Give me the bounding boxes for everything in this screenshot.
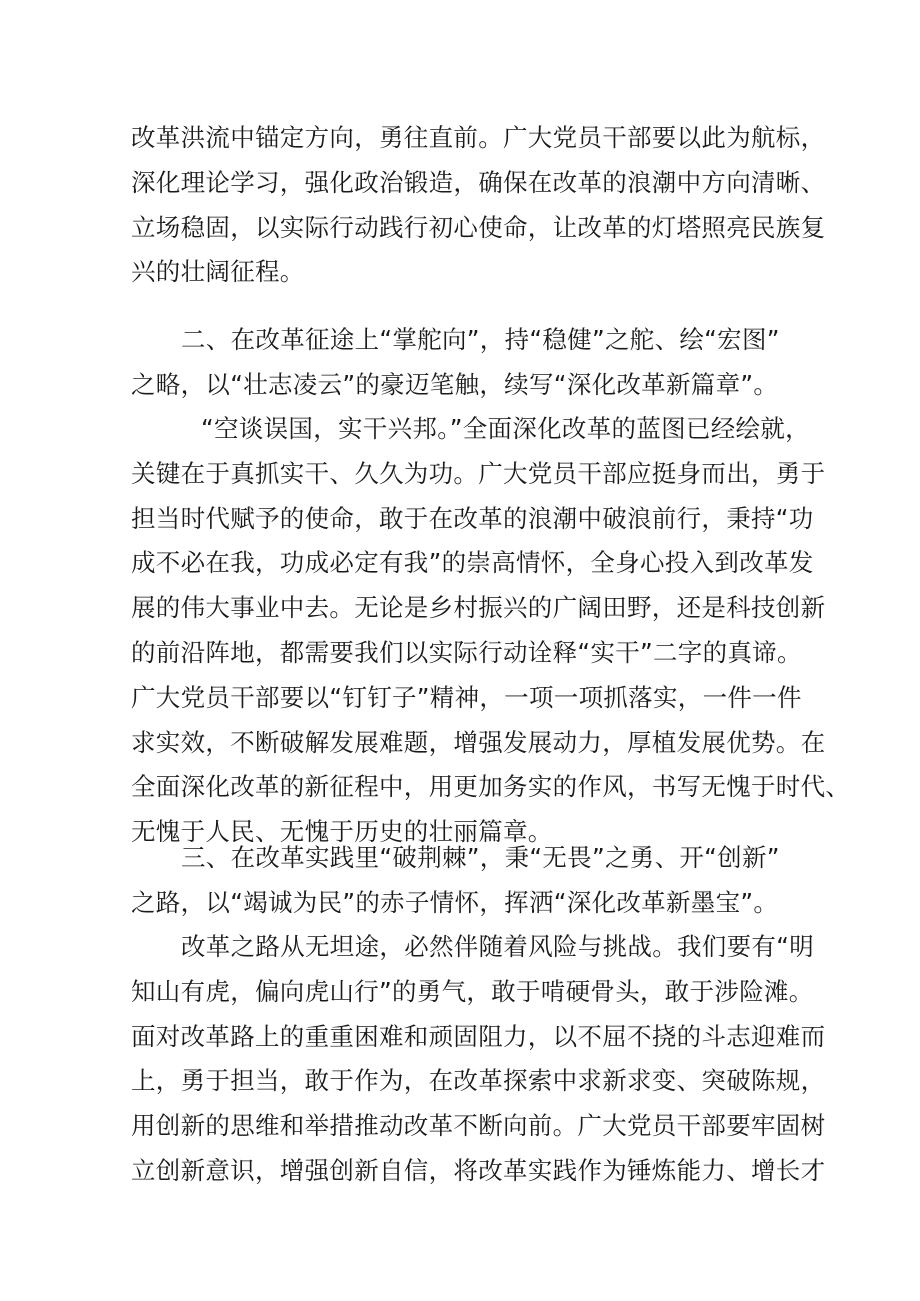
- heading-line: 之略，以“壮志凌云”的豪迈笔触，续写“深化改革新篇章”。: [131, 369, 779, 399]
- section-heading-3: [131, 836, 811, 926]
- paragraph-line: 立场稳固，以实际行动践行初心使命，让改革的灯塔照亮民族复: [131, 212, 826, 242]
- paragraph-3: [131, 925, 826, 1194]
- paragraph-line: 展的伟大事业中去。无论是乡村振兴的广阔田野，还是科技创新: [131, 593, 826, 623]
- paragraph-line: 无愧于人民、无愧于历史的壮丽篇章。: [131, 817, 553, 847]
- paragraph-line: 求实效，不断破解发展难题，增强发展动力，厚植发展优势。在: [131, 727, 826, 757]
- paragraph-line: 关键在于真抓实干、久久为功。广大党员干部应挺身而出，勇于: [131, 458, 826, 488]
- paragraph-line: 知山有虎，偏向虎山行”的勇气，敢于啃硬骨头，敢于涉险滩。: [131, 976, 814, 1006]
- paragraph-line: 立创新意识，增强创新自信，将改革实践作为锤炼能力、增长才: [131, 1155, 826, 1185]
- paragraph-line: 改革洪流中锚定方向，勇往直前。广大党员干部要以此为航标，: [131, 123, 826, 152]
- heading-line: 二、在改革征途上“掌舵向”，持“稳健”之舵、绘“宏图”: [181, 325, 780, 354]
- paragraph-1: [131, 116, 826, 295]
- paragraph-2: [131, 407, 851, 855]
- paragraph-line: 上，勇于担当，敢于作为，在改革探索中求新求变、突破陈规，: [131, 1066, 826, 1096]
- heading-line: 三、在改革实践里“破荆棘”，秉“无畏”之勇、开“创新”: [181, 843, 780, 872]
- paragraph-line: 全面深化改革的新征程中，用更加务实的作风，书写无愧于时代、: [131, 772, 851, 802]
- paragraph-line: 用创新的思维和举措推动改革不断向前。广大党员干部要牢固树: [131, 1111, 826, 1141]
- heading-line: 之路，以“竭诚为民”的赤子情怀，挥洒“深化改革新墨宝”。: [131, 887, 779, 917]
- paragraph-line: 面对改革路上的重重困难和顽固阻力，以不屈不挠的斗志迎难而: [131, 1021, 826, 1051]
- paragraph-line: 担当时代赋予的使命，敢于在改革的浪潮中破浪前行，秉持“功: [131, 503, 814, 533]
- paragraph-line: 的前沿阵地，都需要我们以实际行动诠释“实干”二字的真谛。: [131, 637, 802, 667]
- paragraph-line: “空谈误国，实干兴邦。”全面深化改革的蓝图已经绘就，: [201, 414, 810, 443]
- paragraph-line: 深化理论学习，强化政治锻造，确保在改革的浪潮中方向清晰、: [131, 167, 826, 197]
- section-heading-2: [131, 318, 811, 408]
- paragraph-line: 广大党员干部要以“钉钉子”精神，一项一项抓落实，一件一件: [131, 682, 802, 712]
- paragraph-line: 兴的壮阔征程。: [131, 257, 305, 287]
- paragraph-line: 成不必在我，功成必定有我”的崇高情怀，全身心投入到改革发: [131, 548, 814, 578]
- paragraph-line: 改革之路从无坦途，必然伴随着风险与挑战。我们要有“明: [181, 932, 814, 961]
